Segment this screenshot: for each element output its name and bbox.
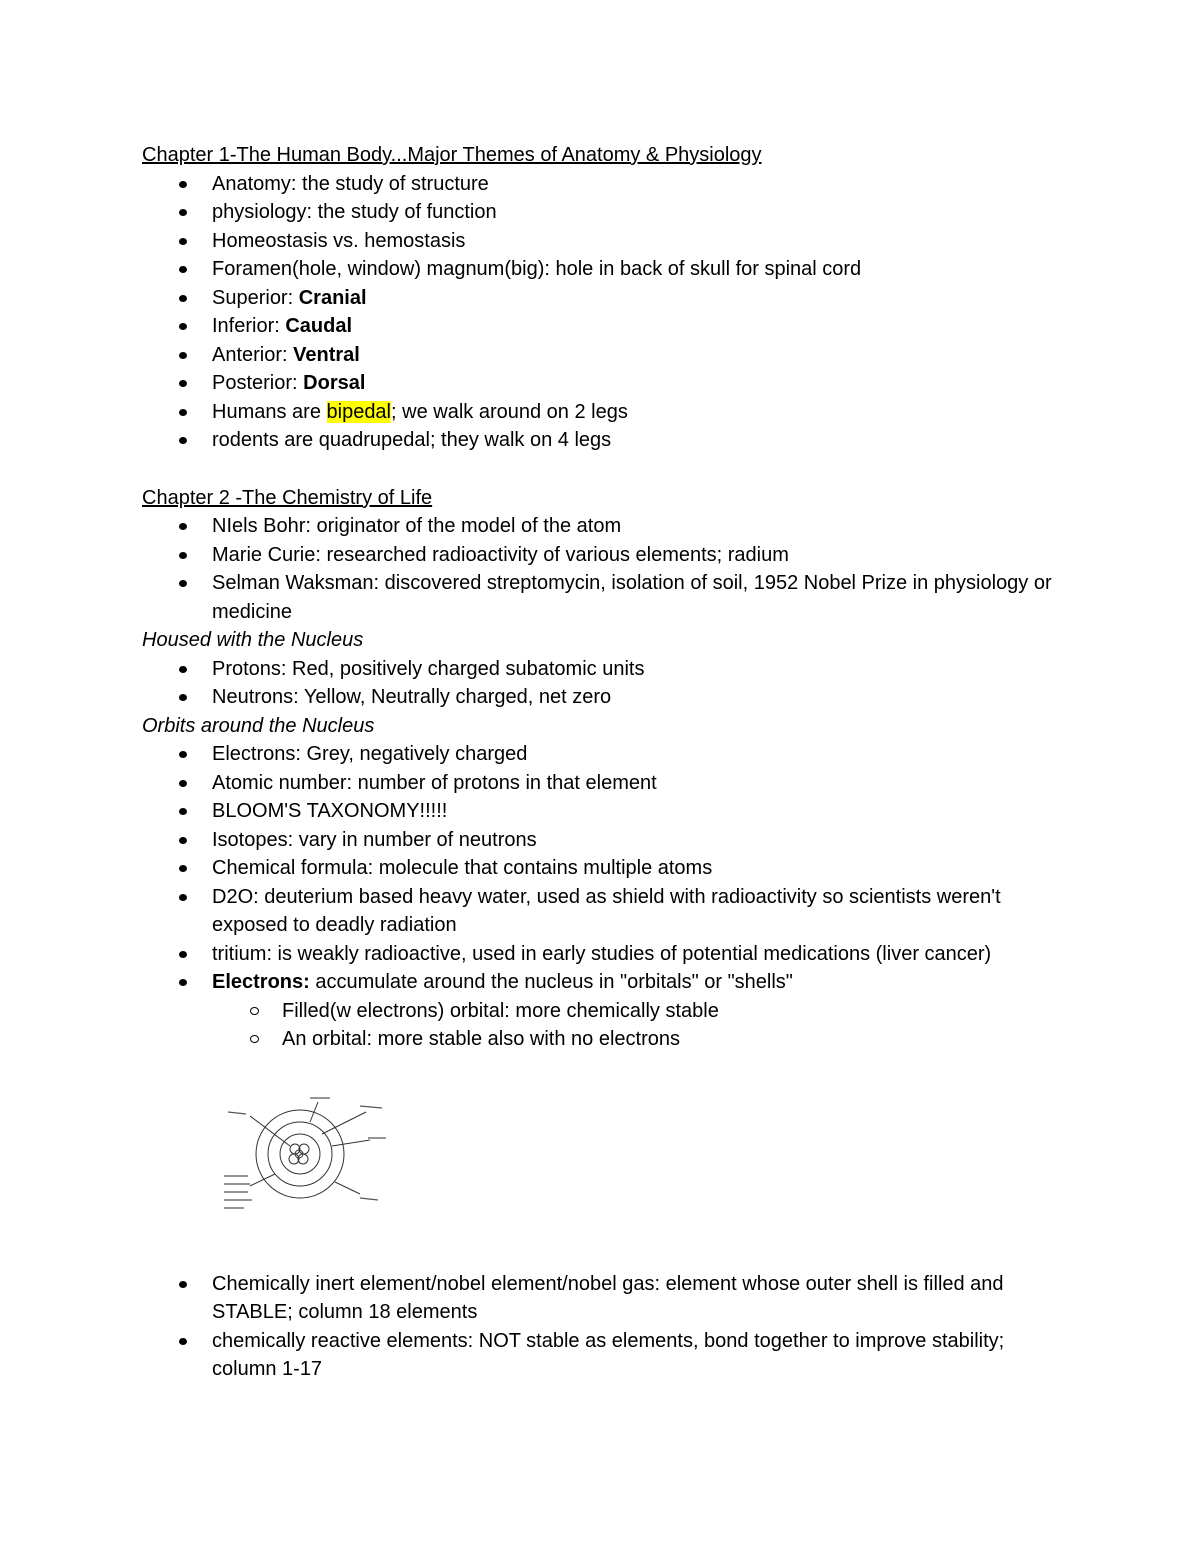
- list-item: physiology: the study of function: [142, 198, 1072, 227]
- orbits-heading: Orbits around the Nucleus: [142, 714, 375, 737]
- list-item: rodents are quadrupedal; they walk on 4 legs: [142, 426, 1072, 455]
- inferior-term: Caudal: [285, 315, 353, 337]
- list-item-inferior: [142, 312, 1072, 341]
- posterior-term: Dorsal: [303, 372, 366, 394]
- list-item: Selman Waksman: discovered streptomycin, isolation of soil, 1952 Nobel Prize in physiology or medicine: [142, 569, 1072, 626]
- chapter-2-heading: Chapter 2 -The Chemistry of Life: [142, 486, 433, 509]
- sub-list-item: Filled(w electrons) orbital: more chemically stable: [142, 997, 1072, 1026]
- list-item: Isotopes: vary in number of neutrons: [142, 826, 1072, 855]
- list-item: Anatomy: the study of structure: [142, 170, 1072, 199]
- bipedal-pre: Humans are: [212, 400, 327, 423]
- list-item: Chemical formula: molecule that contains multiple atoms: [142, 854, 1072, 883]
- pointer-line: [335, 1182, 360, 1194]
- superior-label: Superior:: [212, 286, 299, 309]
- bipedal-post: ; we walk around on 2 legs: [391, 400, 628, 423]
- atom-sketch-drawing: [220, 1094, 400, 1234]
- chapter-1-list: [142, 170, 1072, 455]
- nucleus-heading: Housed with the Nucleus: [142, 629, 364, 651]
- electrons-text: accumulate around the nucleus in "orbitals" or "shells": [309, 971, 793, 993]
- list-item: Marie Curie: researched radioactivity of various elements; radium: [142, 541, 1072, 570]
- sub-list-item: An orbital: more stable also with no electrons: [142, 1025, 1072, 1054]
- list-item: Homeostasis vs. hemostasis: [142, 227, 1072, 256]
- list-item-posterior: [142, 369, 1072, 398]
- inferior-label: Inferior:: [212, 315, 286, 337]
- anterior-term: Ventral: [293, 343, 360, 366]
- scribble-label: [228, 1112, 246, 1114]
- list-item: Atomic number: number of protons in that element: [142, 769, 1072, 798]
- nucleus-list: [142, 655, 1072, 712]
- scientists-list: [142, 512, 1072, 626]
- list-item-bipedal: [142, 398, 1072, 427]
- list-item: Foramen(hole, window) magnum(big): hole in back of skull for spinal cord: [142, 255, 1072, 284]
- pointer-line: [250, 1174, 275, 1186]
- highlighted-word: bipedal: [326, 400, 392, 423]
- superior-term: Cranial: [298, 286, 367, 309]
- list-item-electrons: [142, 968, 1072, 997]
- scribble-label: [360, 1106, 382, 1108]
- pointer-line: [322, 1112, 366, 1134]
- electrons-label: Electrons:: [212, 971, 310, 993]
- list-item-superior: [142, 284, 1072, 313]
- outer-shell-ring: [256, 1110, 344, 1198]
- chapter-1-heading: Chapter 1-The Human Body...Major Themes of Anatomy & Physiology: [142, 144, 762, 166]
- pointer-line: [332, 1140, 370, 1146]
- section-gap: [142, 455, 1072, 484]
- pointer-line: [310, 1102, 318, 1122]
- scribble-label: [360, 1198, 378, 1200]
- orbits-list: [142, 740, 1072, 1054]
- list-item: BLOOM'S TAXONOMY!!!!!: [142, 797, 1072, 826]
- list-item: Protons: Red, positively charged subatomic units: [142, 655, 1072, 684]
- posterior-label: Posterior:: [212, 372, 304, 394]
- list-item: Chemically inert element/nobel element/nobel gas: element whose outer shell is filled and STABLE; column 18 elements: [142, 1270, 1072, 1327]
- list-item: tritium: is weakly radioactive, used in early studies of potential medications (liver cancer): [142, 940, 1072, 969]
- elements-list: [142, 1270, 1072, 1384]
- list-item: Electrons: Grey, negatively charged: [142, 740, 1072, 769]
- document-page: [142, 141, 1072, 1384]
- anterior-label: Anterior:: [212, 343, 294, 366]
- inner-shell-ring: [280, 1134, 320, 1174]
- list-item: D2O: deuterium based heavy water, used as shield with radioactivity so scientists weren't exposed to deadly radiation: [142, 883, 1072, 940]
- list-item: Neutrons: Yellow, Neutrally charged, net zero: [142, 683, 1072, 712]
- atom-sketch-figure: [220, 1094, 400, 1234]
- middle-shell-ring: [268, 1122, 332, 1186]
- list-item: NIels Bohr: originator of the model of the atom: [142, 512, 1072, 541]
- list-item: chemically reactive elements: NOT stable as elements, bond together to improve stability; column 1-17: [142, 1327, 1072, 1384]
- list-item-anterior: [142, 341, 1072, 370]
